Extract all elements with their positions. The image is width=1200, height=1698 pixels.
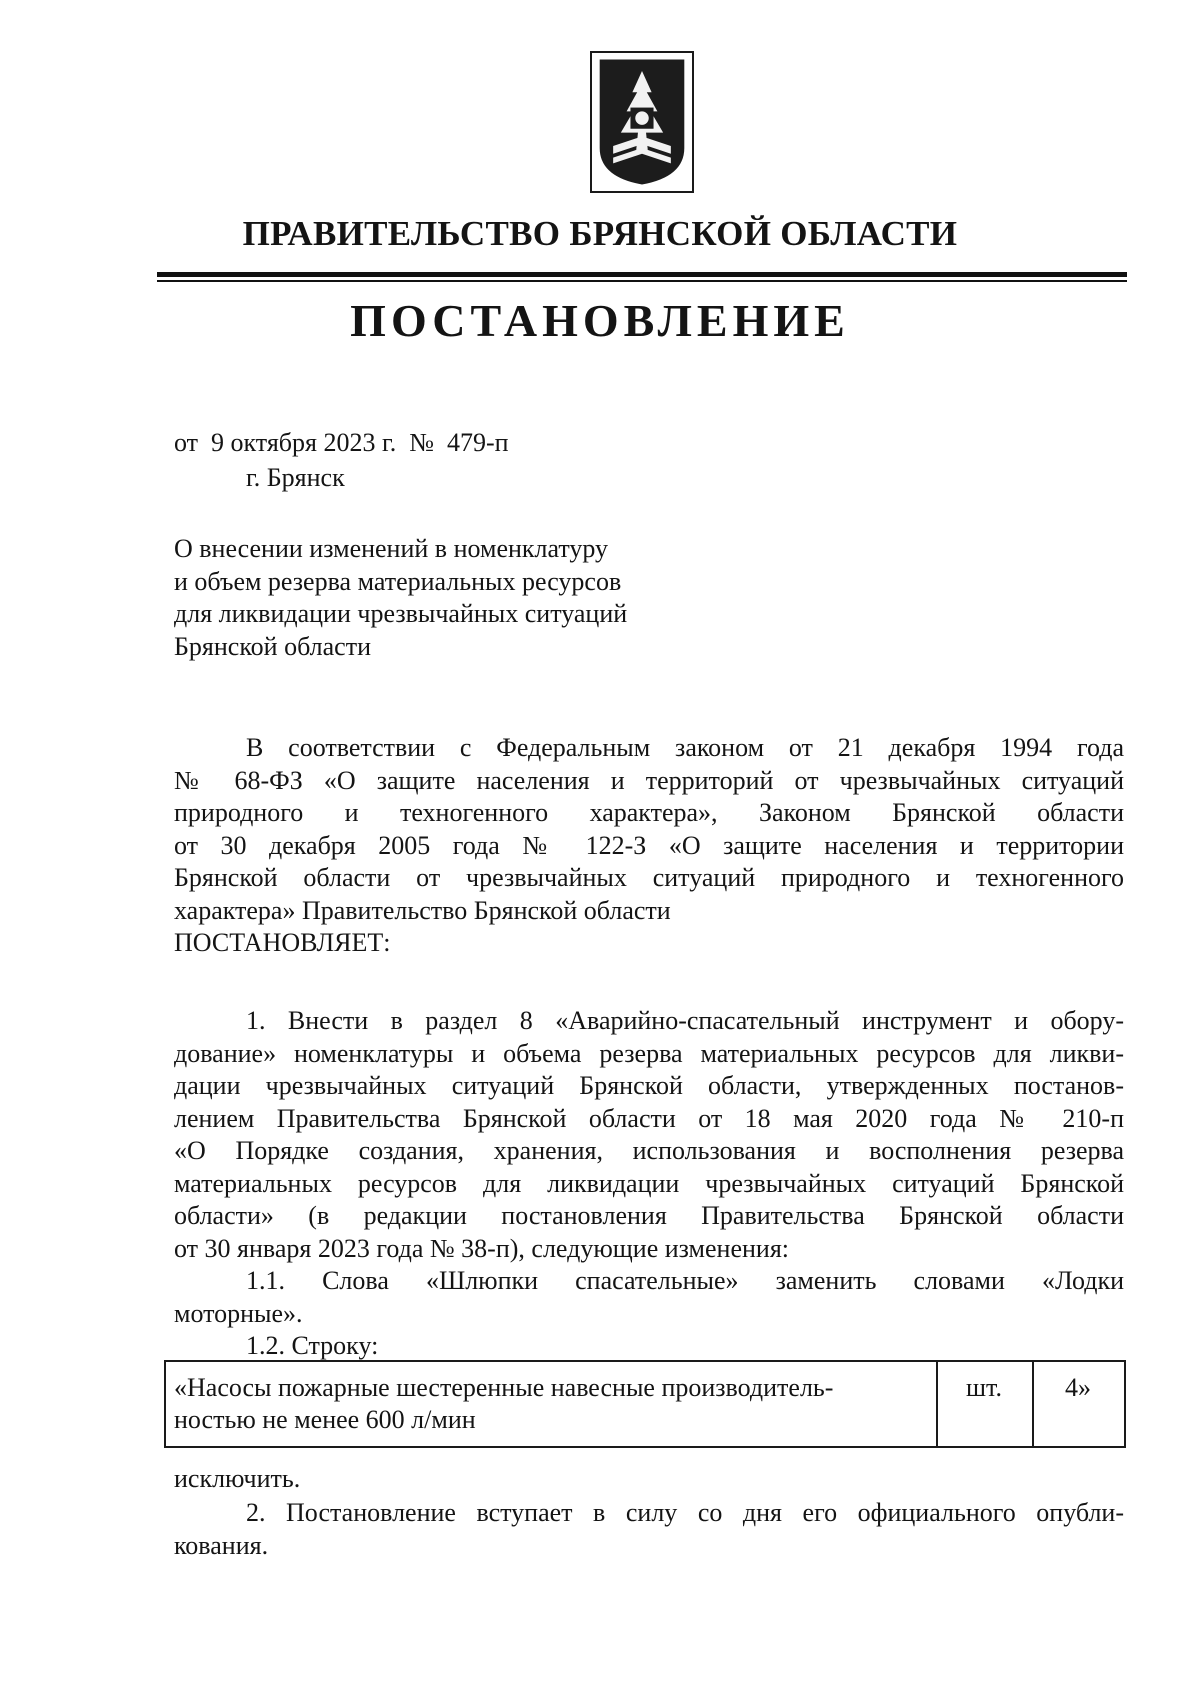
amendment-table — [164, 1360, 1126, 1448]
subject-line: для ликвидации чрезвычайных ситуаций — [174, 599, 628, 628]
subject-line: Брянской области — [174, 631, 371, 661]
item-name-cell — [165, 1361, 937, 1447]
paragraph-line: от 30 декабря 2005 года № 122-З «О защите населения и территории — [174, 830, 1124, 860]
item-2-paragraph — [174, 1497, 1124, 1562]
paragraph-line: исключить. — [174, 1464, 301, 1493]
paragraph-line: от 30 января 2023 года № 38-п), следующие изменения: — [174, 1233, 790, 1263]
header-rule-thin — [157, 280, 1127, 282]
document-type-title: ПОСТАНОВЛЕНИЕ — [350, 295, 850, 346]
city-line: г. Брянск — [246, 463, 345, 492]
paragraph-line: кования. — [174, 1530, 269, 1560]
unit-cell: шт. — [937, 1361, 1033, 1447]
paragraph-line: лением Правительства Брянской области от 18 мая 2020 года № 210-п — [174, 1103, 1124, 1133]
header-rule-thick — [157, 272, 1127, 277]
coat-of-arms-icon — [590, 51, 694, 193]
item-1-paragraph — [174, 1005, 1124, 1265]
date-number-line: от 9 октября 2023 г. № 479-п — [174, 428, 509, 457]
paragraph-line: дование» номенклатуры и объема резерва материальных ресурсов для ликви- — [174, 1038, 1124, 1068]
paragraph-line: 1. Внести в раздел 8 «Аварийно-спасательный инструмент и обору- — [246, 1006, 1124, 1035]
paragraph-line: материальных ресурсов для ликвидации чрезвычайных ситуаций Брянской — [174, 1168, 1124, 1198]
subject-line: О внесении изменений в номенклатуру — [174, 534, 609, 563]
item-name-line: ностью не менее 600 л/мин — [174, 1405, 476, 1434]
paragraph-line: 2. Постановление вступает в силу со дня его официального опубли- — [246, 1498, 1124, 1527]
decree-keyword: ПОСТАНОВЛЯЕТ: — [174, 928, 391, 957]
paragraph-line: В соответствии с Федеральным законом от 21 декабря 1994 года — [246, 733, 1124, 762]
after-table-text — [174, 1463, 1124, 1496]
paragraph-line: моторные». — [174, 1298, 303, 1328]
paragraph-line: природного и техногенного характера», Законом Брянской области — [174, 798, 1124, 827]
table-row — [165, 1361, 1125, 1447]
item-name-line: «Насосы пожарные шестеренные навесные производитель- — [174, 1373, 834, 1402]
subject-line: и объем резерва материальных ресурсов — [174, 566, 622, 596]
item-1-1-paragraph — [174, 1265, 1124, 1330]
paragraph-line: «О Порядке создания, хранения, использования и восполнения резерва — [174, 1136, 1124, 1165]
document-subject — [174, 533, 627, 663]
paragraph-line: № 68-ФЗ «О защите населения и территорий от чрезвычайных ситуаций — [174, 765, 1124, 795]
paragraph-line: характера» Правительство Брянской области — [174, 895, 671, 925]
organization-title: ПРАВИТЕЛЬСТВО БРЯНСКОЙ ОБЛАСТИ — [242, 214, 958, 253]
paragraph-line: области» (в редакции постановления Правительства Брянской области — [174, 1201, 1124, 1230]
paragraph-line: 1.1. Слова «Шлюпки спасательные» заменить словами «Лодки — [246, 1266, 1124, 1295]
paragraph-line: 1.2. Строку: — [246, 1331, 379, 1360]
item-1-2-intro — [174, 1330, 1124, 1363]
paragraph-line: дации чрезвычайных ситуаций Брянской области, утвержденных постанов- — [174, 1071, 1124, 1100]
paragraph-line: Брянской области от чрезвычайных ситуаций природного и техногенного — [174, 863, 1124, 892]
preamble-paragraph — [174, 732, 1124, 927]
quantity-cell: 4» — [1033, 1361, 1125, 1447]
